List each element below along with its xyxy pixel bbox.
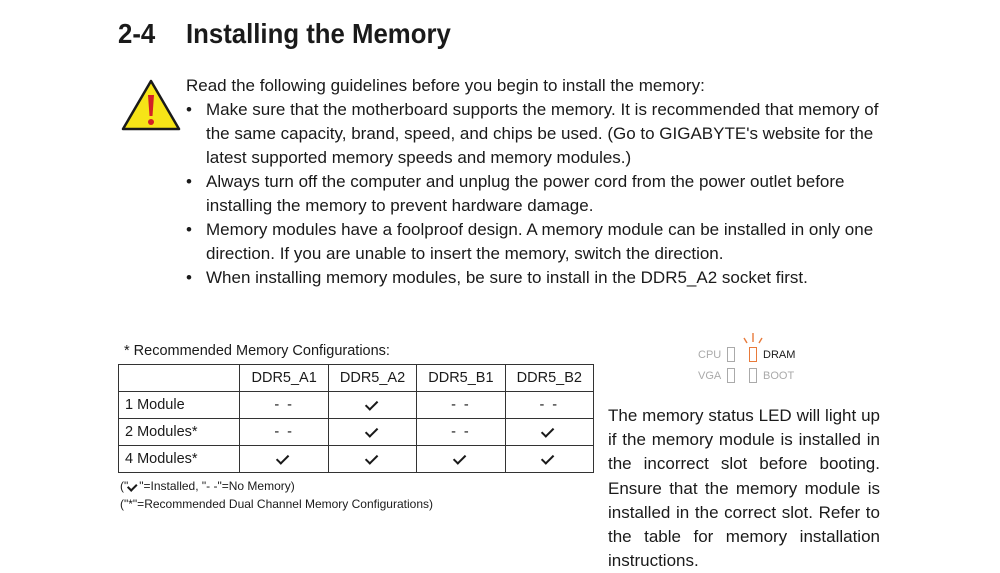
legend-note: [120, 479, 295, 493]
cpu-led-icon: [727, 347, 735, 362]
column-header: DDR5_A2: [328, 365, 416, 392]
table-cell: [240, 419, 328, 446]
table-cell: [240, 446, 328, 473]
checkmark-icon: [364, 397, 377, 410]
led-indicator-diagram: [690, 332, 830, 388]
table-row: [119, 446, 594, 473]
guideline-text: Always turn off the computer and unplug the power cord from the power outlet before installing the memory to prevent hardware damage.: [206, 172, 845, 215]
vga-led-icon: [727, 368, 735, 383]
table-cell: [417, 419, 505, 446]
checkmark-icon: [276, 451, 289, 464]
section-title: Installing the Memory: [186, 18, 451, 49]
table-row: [119, 419, 594, 446]
checkmark-icon: [364, 451, 377, 464]
guideline-item: [186, 218, 886, 266]
header-corner-cell: [119, 365, 240, 392]
row-label: 1 Module: [119, 392, 240, 419]
led-glow-icon: [738, 332, 768, 346]
checkmark-icon: [364, 424, 377, 437]
guidelines-list: [186, 98, 886, 290]
bullet: •: [186, 172, 192, 191]
bullet: •: [186, 220, 192, 239]
table-cell: [328, 446, 416, 473]
table-cell: [417, 446, 505, 473]
bullet: •: [186, 268, 192, 287]
no-memory-mark: - -: [274, 397, 294, 413]
bullet: •: [186, 100, 192, 119]
note-suffix: "=Installed, "- -"=No Memory): [139, 479, 295, 493]
warning-triangle-icon: [120, 78, 182, 132]
guidelines-intro: Read the following guidelines before you begin to install the memory:: [186, 76, 705, 95]
note-prefix: (": [120, 479, 129, 493]
table-cell: [417, 392, 505, 419]
table-cell: [328, 392, 416, 419]
guideline-item: [186, 266, 886, 290]
led-label-boot: BOOT: [763, 370, 795, 382]
boot-led-icon: [749, 368, 757, 383]
table-cell: [505, 419, 593, 446]
row-label: 4 Modules*: [119, 446, 240, 473]
guideline-item: [186, 98, 886, 170]
section-number: 2-4: [118, 18, 156, 49]
dual-channel-note: ("*"=Recommended Dual Channel Memory Configurations): [120, 497, 433, 511]
column-header: DDR5_A1: [240, 365, 328, 392]
checkmark-icon: [127, 481, 137, 491]
led-label-cpu: CPU: [698, 349, 722, 361]
table-header-row: [119, 365, 594, 392]
column-header: DDR5_B2: [505, 365, 593, 392]
table-cell: [505, 392, 593, 419]
led-description: The memory status LED will light up if the memory module is installed in the incorrect slot before booting. Ensure that the memory module is installed in the correct slot. Refer to the table for memory installation instructions.: [608, 406, 880, 571]
memory-config-table: [118, 364, 594, 473]
row-label: 2 Modules*: [119, 419, 240, 446]
checkmark-icon: [453, 451, 466, 464]
checkmark-icon: [541, 424, 554, 437]
table-cell: [328, 419, 416, 446]
guideline-text: Make sure that the motherboard supports the memory. It is recommended that memory of the same capacity, brand, speed, and chips be used. (Go to GIGABYTE's website for the latest supported memory speeds and memory modules.): [206, 100, 879, 167]
table-cell: [505, 446, 593, 473]
checkmark-icon: [541, 451, 554, 464]
dram-led-icon: [749, 347, 757, 362]
table-row: [119, 392, 594, 419]
config-caption: * Recommended Memory Configurations:: [124, 343, 390, 359]
led-label-dram: DRAM: [763, 349, 796, 361]
no-memory-mark: - -: [539, 397, 560, 413]
column-header: DDR5_B1: [417, 365, 505, 392]
no-memory-mark: - -: [274, 424, 294, 440]
led-label-vga: VGA: [698, 370, 722, 382]
guidelines: [186, 74, 886, 290]
no-memory-mark: - -: [451, 424, 471, 440]
guideline-item: [186, 170, 886, 218]
no-memory-mark: - -: [451, 397, 471, 413]
guideline-text: When installing memory modules, be sure to install in the DDR5_A2 socket first.: [206, 268, 808, 287]
table-cell: [240, 392, 328, 419]
guideline-text: Memory modules have a foolproof design. A memory module can be installed in only one direction. If you are unable to insert the memory, switch the direction.: [206, 220, 874, 263]
